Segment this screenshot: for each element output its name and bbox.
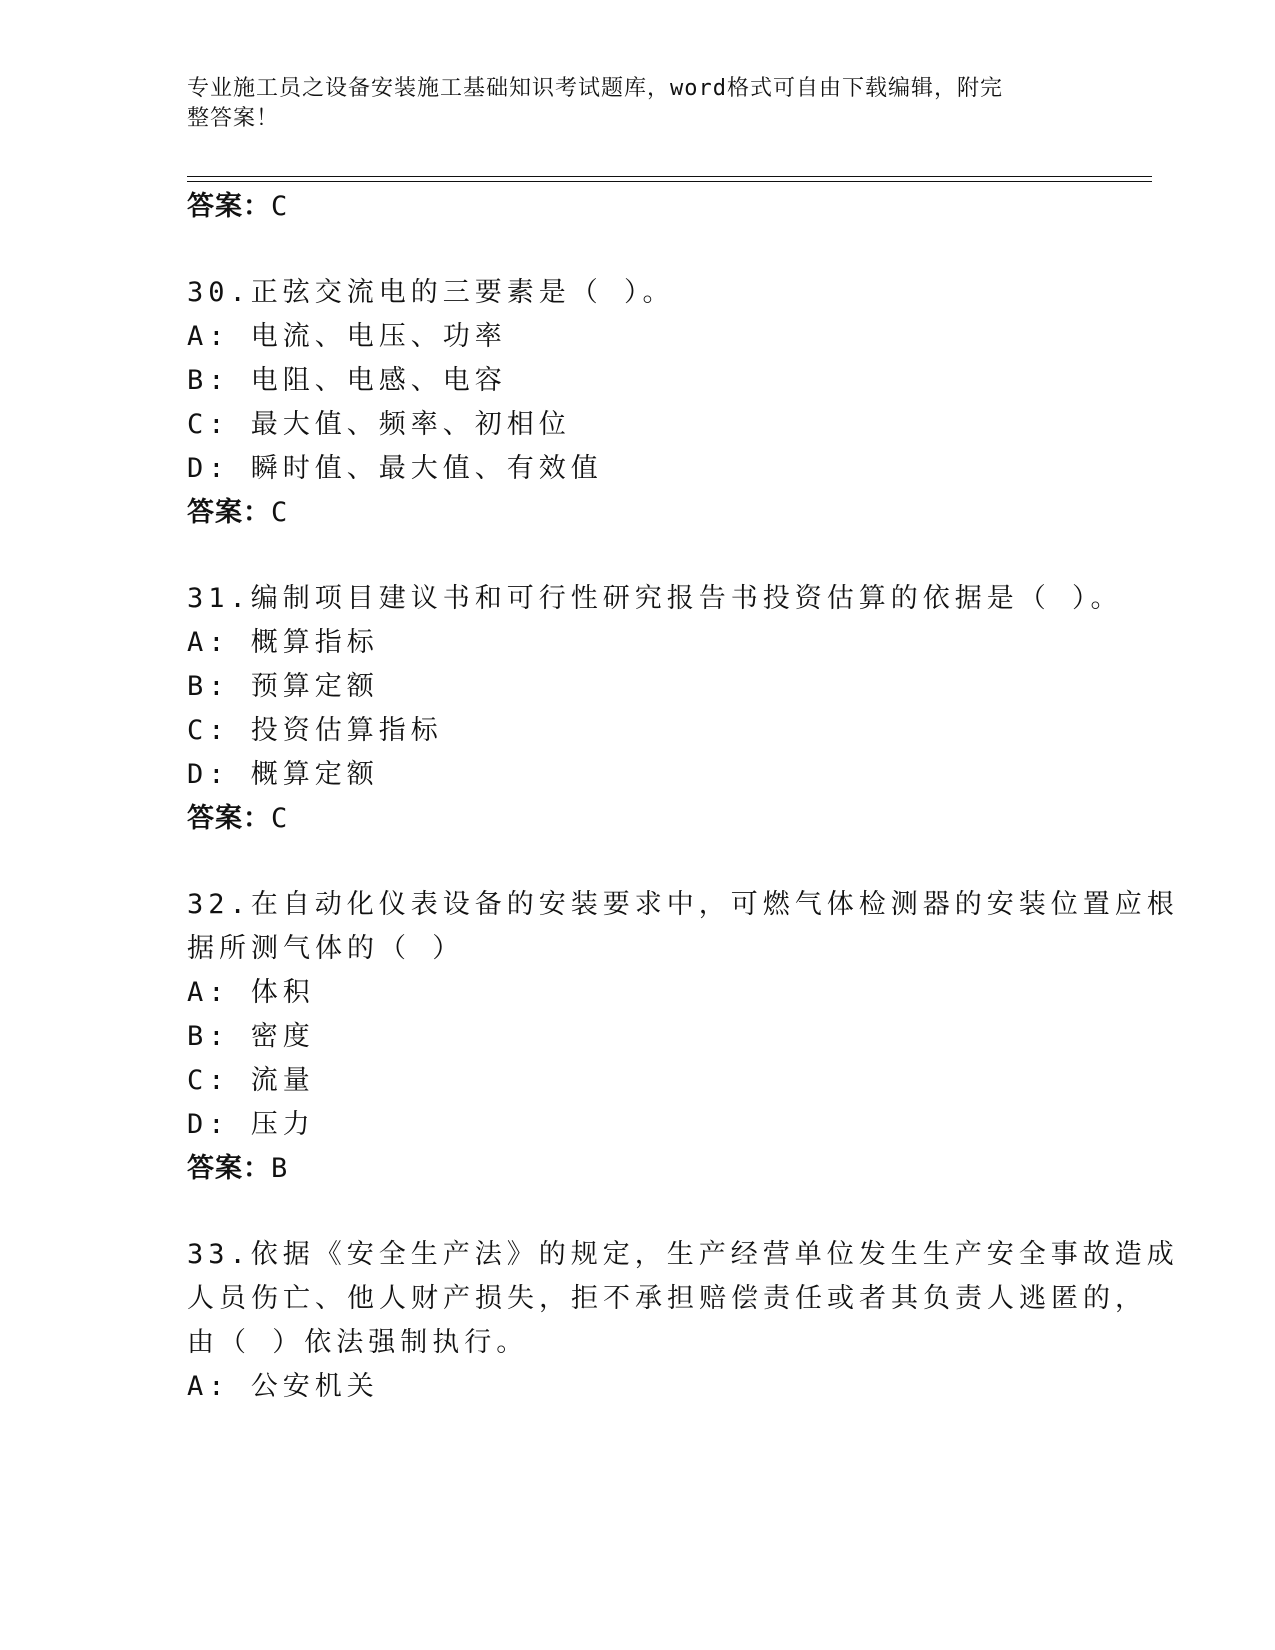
header-line-1: 专业施工员之设备安装施工基础知识考试题库，word格式可自由下载编辑，附完 — [187, 76, 1003, 101]
question-30-option-d: D: 瞬时值、最大值、有效值 — [187, 453, 603, 484]
question-33-text-line-2: 人员伤亡、他人财产损失，拒不承担赔偿责任或者其负责人逃匿的， — [187, 1283, 1147, 1314]
question-32-option-a: A: 体积 — [187, 977, 315, 1008]
question-30-option-a: A: 电流、电压、功率 — [187, 321, 507, 352]
question-31-option-b: B: 预算定额 — [187, 671, 379, 702]
question-32-answer — [187, 1152, 288, 1186]
question-33-option-a: A: 公安机关 — [187, 1371, 379, 1402]
answer-label: 答案： — [187, 803, 271, 834]
question-32-option-b: B: 密度 — [187, 1021, 315, 1052]
answer-value: C — [271, 803, 289, 834]
document-header — [187, 74, 1067, 134]
question-32-text-line-2: 据所测气体的（ ） — [187, 933, 465, 964]
answer-label: 答案： — [187, 1153, 271, 1184]
question-31-answer — [187, 802, 288, 836]
header-rule-top — [187, 176, 1152, 177]
header-rule-bottom — [187, 181, 1152, 182]
previous-answer — [187, 190, 288, 224]
header-line-2: 整答案！ — [187, 106, 280, 131]
answer-label: 答案： — [187, 191, 271, 222]
question-31-option-d: D: 概算定额 — [187, 759, 379, 790]
question-31-option-a: A: 概算指标 — [187, 627, 379, 658]
question-32-text-line-1: 32.在自动化仪表设备的安装要求中，可燃气体检测器的安装位置应根 — [187, 889, 1179, 920]
question-33-text-line-3: 由（ ）依法强制执行。 — [187, 1327, 529, 1358]
question-30-option-b: B: 电阻、电感、电容 — [187, 365, 507, 396]
question-30-answer — [187, 496, 288, 530]
answer-label: 答案： — [187, 497, 271, 528]
question-30-option-c: C: 最大值、频率、初相位 — [187, 409, 571, 440]
answer-value: C — [271, 191, 289, 222]
question-30-text: 30.正弦交流电的三要素是（ ）。 — [187, 277, 675, 308]
answer-value: B — [271, 1153, 289, 1184]
question-31-text: 31.编制项目建议书和可行性研究报告书投资估算的依据是（ ）。 — [187, 583, 1123, 614]
answer-value: C — [271, 497, 289, 528]
question-32-option-d: D: 压力 — [187, 1109, 315, 1140]
question-32-option-c: C: 流量 — [187, 1065, 315, 1096]
question-31-option-c: C: 投资估算指标 — [187, 715, 443, 746]
question-33-text-line-1: 33.依据《安全生产法》的规定，生产经营单位发生生产安全事故造成 — [187, 1239, 1179, 1270]
